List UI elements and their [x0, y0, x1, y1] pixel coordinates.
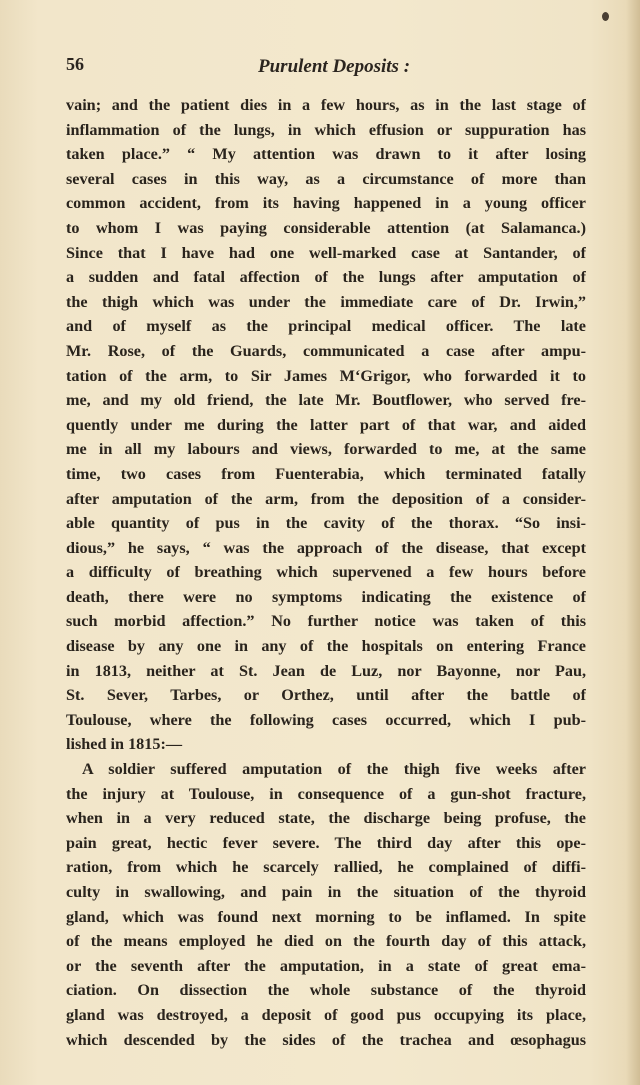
- page-number: 56: [66, 54, 84, 74]
- text-line: tation of the arm, to Sir James M‘Grigor, who forwarded it to: [66, 366, 586, 385]
- text-line: inflammation of the lungs, in which effusion or suppuration has: [66, 120, 586, 139]
- text-line: several cases in this way, as a circumstance of more than: [66, 169, 586, 188]
- text-line: vain; and the patient dies in a few hours, as in the last stage of: [66, 96, 586, 114]
- text-line: A soldier suffered amputation of the thigh five weeks after: [82, 760, 586, 779]
- text-line: when in a very reduced state, the discharge being profuse, the: [66, 809, 586, 828]
- ink-speck: [602, 12, 609, 21]
- text-line: of the means employed he died on the fourth day of this attack,: [66, 932, 586, 951]
- text-line: Since that I have had one well-marked case at Santander, of: [66, 243, 586, 262]
- text-line: culty in swallowing, and pain in the situation of the thyroid: [66, 883, 586, 901]
- text-line: lished in 1815:—: [66, 735, 183, 754]
- text-line: disease by any one in any of the hospitals on entering France: [66, 637, 586, 656]
- text-line: a sudden and fatal affection of the lungs after amputation of: [66, 268, 586, 287]
- text-line: gland, which was found next morning to be inflamed. In spite: [66, 907, 586, 926]
- page-header: [66, 54, 586, 82]
- text-line: and of myself as the principal medical officer. The late: [66, 317, 586, 336]
- text-line: taken place.” “ My attention was drawn to it after losing: [66, 145, 586, 164]
- text-line: Mr. Rose, of the Guards, communicated a case after ampu-: [66, 341, 586, 360]
- text-line: me in all my labours and views, forwarded to me, at the same: [66, 440, 586, 459]
- text-line: pain great, hectic fever severe. The third day after this ope-: [66, 833, 586, 852]
- text-line: such morbid affection.” No further notice was taken of this: [66, 612, 586, 631]
- text-line: able quantity of pus in the cavity of the thorax. “So insi-: [66, 514, 586, 533]
- text-line: ration, from which he scarcely rallied, he complained of diffi-: [66, 858, 586, 877]
- text-line: common accident, from its having happened in a young officer: [66, 194, 586, 213]
- text-line: ciation. On dissection the whole substance of the thyroid: [66, 981, 586, 1000]
- text-line: gland was destroyed, a deposit of good pus occupying its place,: [66, 1005, 586, 1024]
- text-line: after amputation of the arm, from the deposition of a consider-: [66, 489, 586, 508]
- running-head: Purulent Deposits :: [258, 56, 411, 77]
- text-line: in 1813, neither at St. Jean de Luz, nor Bayonne, nor Pau,: [66, 661, 586, 680]
- text-line: or the seventh after the amputation, in a state of great ema-: [66, 956, 586, 975]
- text-line: death, there were no symptoms indicating the existence of: [66, 587, 586, 606]
- text-line: quently under me during the latter part of that war, and aided: [66, 415, 586, 434]
- text-line: a difficulty of breathing which supervened a few hours before: [66, 563, 586, 582]
- text-line: to whom I was paying considerable attention (at Salamanca.): [66, 218, 586, 237]
- body-text: [66, 93, 586, 1052]
- page-edge-shadow: [626, 0, 640, 1085]
- text-line: me, and my old friend, the late Mr. Boutflower, who served fre-: [66, 391, 586, 410]
- text-line: Toulouse, where the following cases occurred, which I pub-: [66, 710, 586, 729]
- text-line: time, two cases from Fuenterabia, which terminated fatally: [66, 464, 586, 483]
- text-line: the thigh which was under the immediate care of Dr. Irwin,”: [66, 292, 586, 311]
- text-line: the injury at Toulouse, in consequence of a gun-shot fracture,: [66, 784, 586, 803]
- text-line: dious,” he says, “ was the approach of the disease, that except: [66, 538, 586, 557]
- text-line: St. Sever, Tarbes, or Orthez, until after the battle of: [66, 686, 586, 705]
- text-line: which descended by the sides of the trachea and œsophagus: [66, 1030, 586, 1049]
